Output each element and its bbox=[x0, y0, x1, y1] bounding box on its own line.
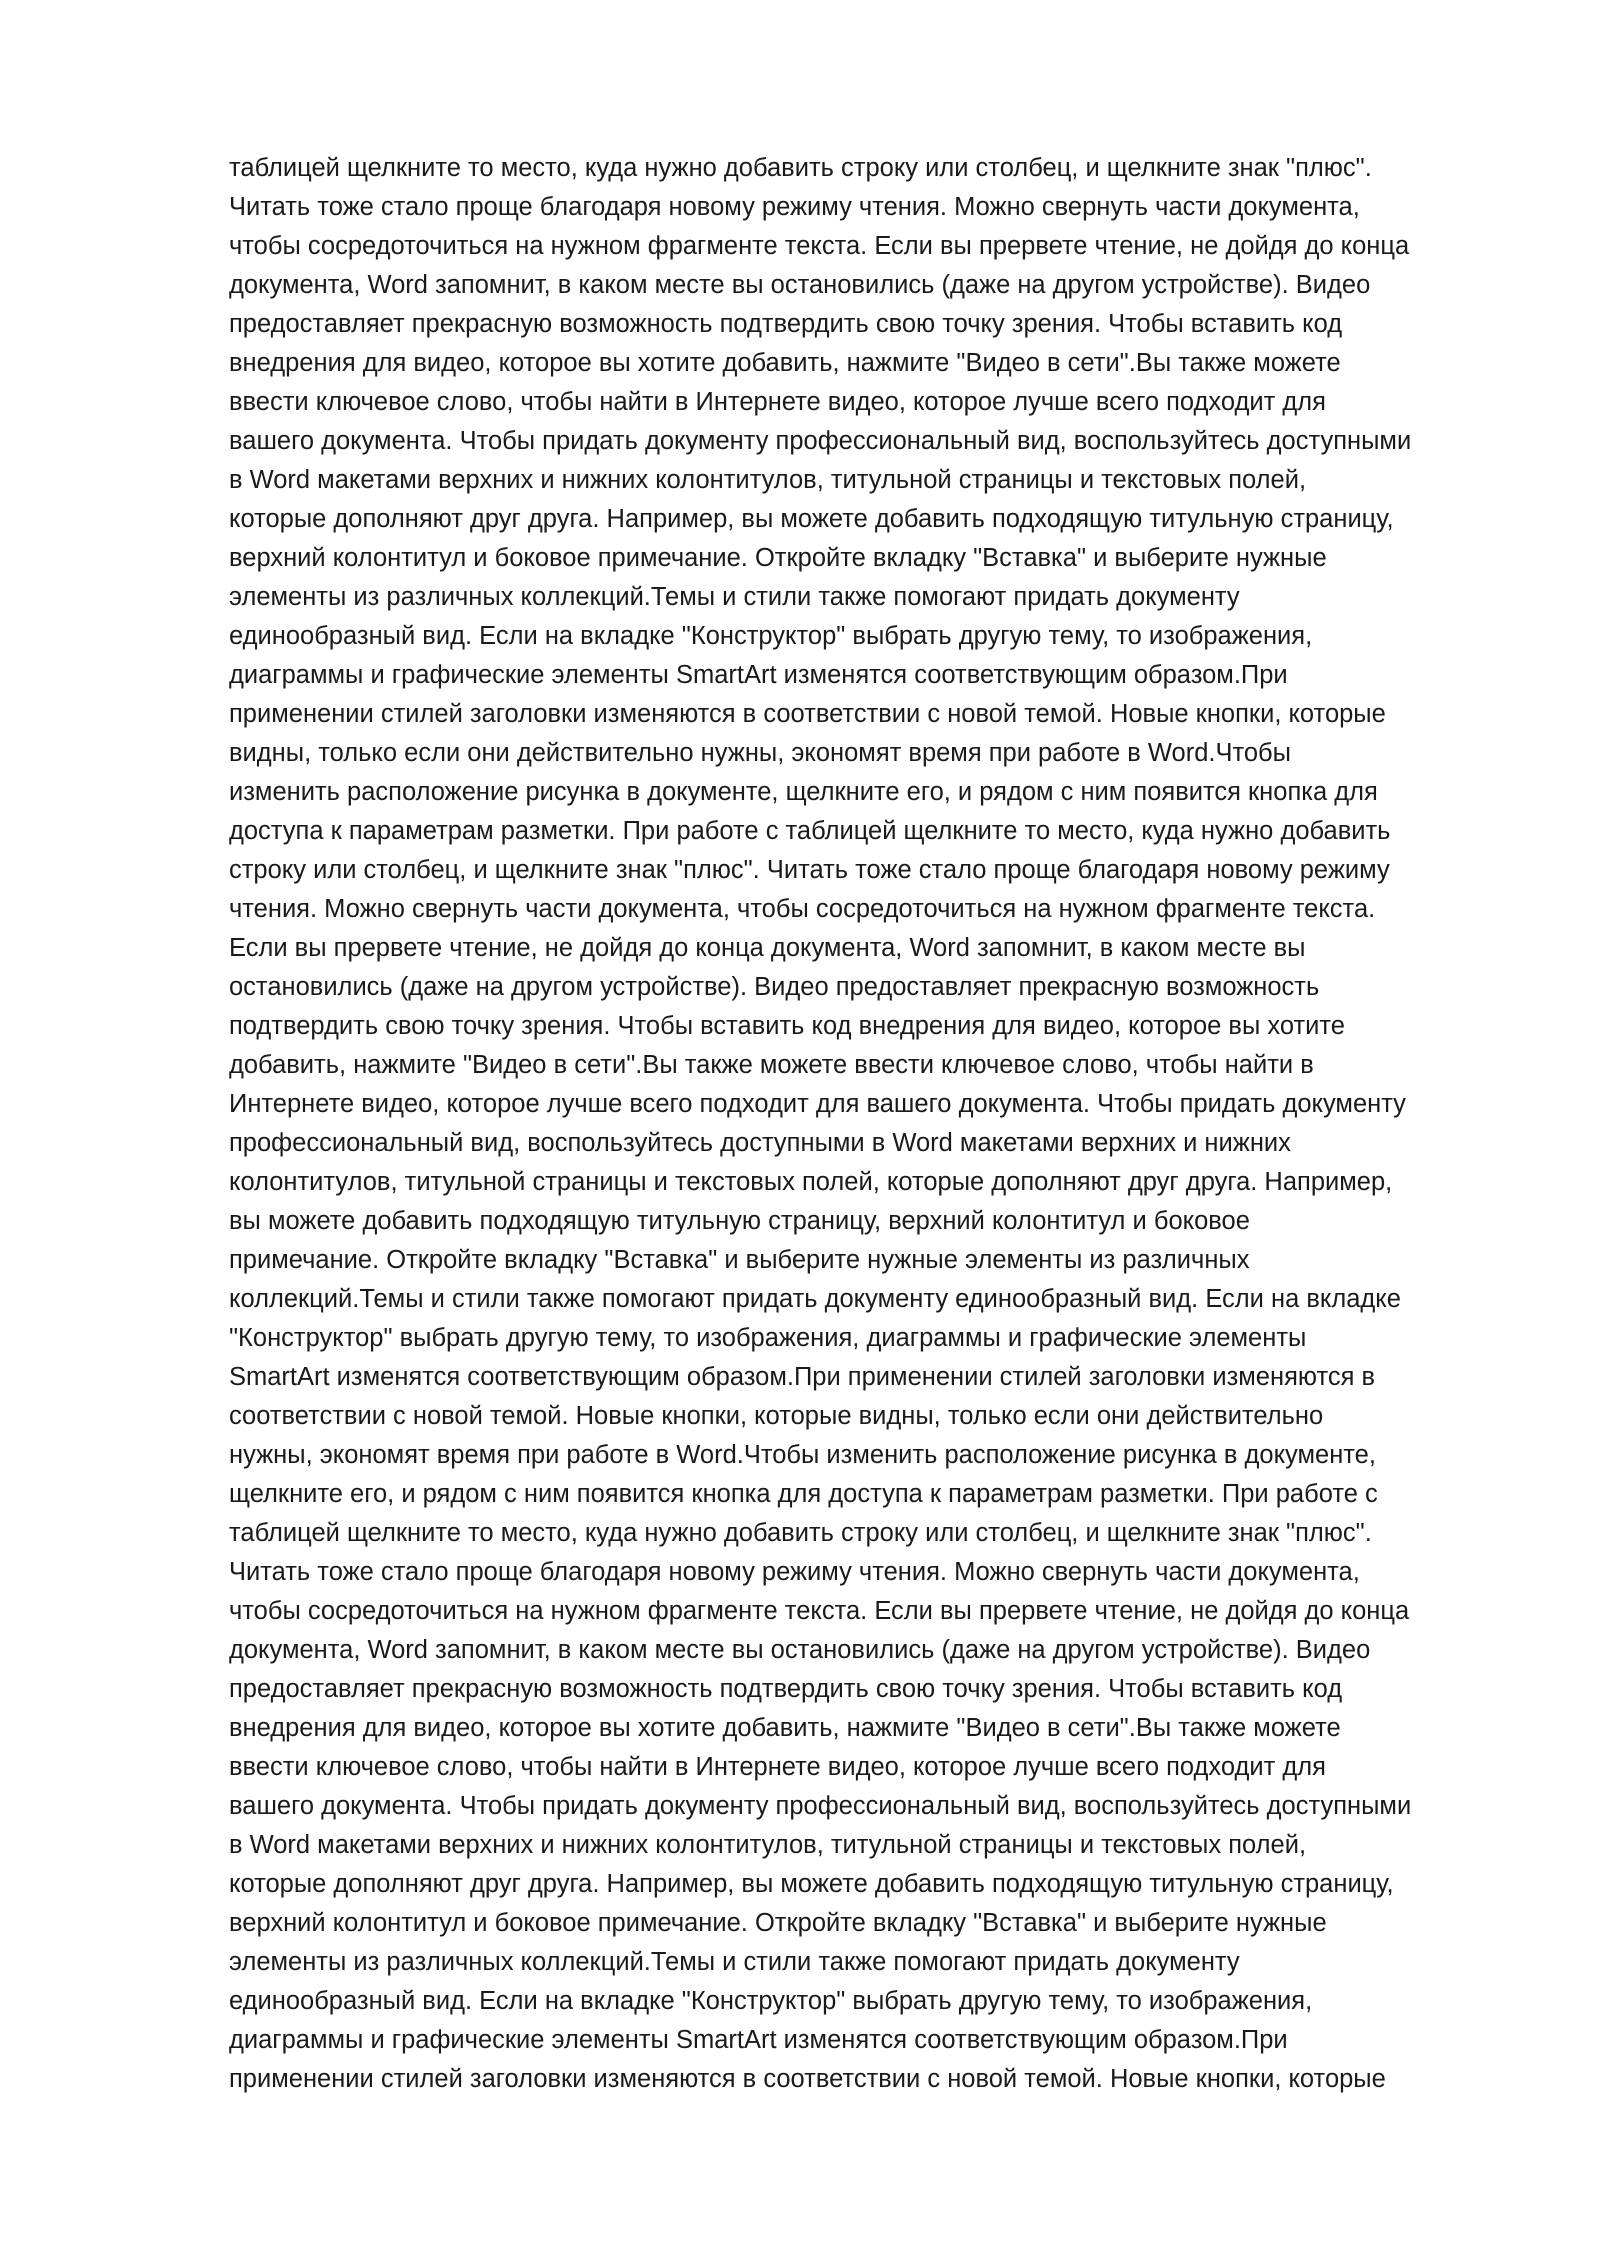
text-line: соответствии с новой темой. Новые кнопки, которые видны, только если они действительно bbox=[229, 1402, 1324, 1430]
text-line: документа, Word запомнит, в каком месте вы остановились (даже на другом устройстве). Видео bbox=[229, 271, 1371, 299]
text-line: строку или столбец, и щелкните знак "плюс". Читать тоже стало проще благодаря новому режиму bbox=[229, 856, 1390, 884]
text-line: верхний колонтитул и боковое примечание. Откройте вкладку "Вставка" и выберите нужные bbox=[229, 544, 1327, 572]
text-line: документа, Word запомнит, в каком месте вы остановились (даже на другом устройстве). Видео bbox=[229, 1636, 1371, 1664]
text-line: доступа к параметрам разметки. При работе с таблицей щелкните то место, куда нужно добавить bbox=[229, 817, 1391, 845]
text-line: элементы из различных коллекций.Темы и стили также помогают придать документу bbox=[229, 583, 1240, 611]
text-line: которые дополняют друг друга. Например, вы можете добавить подходящую титульную страницу, bbox=[229, 1870, 1394, 1898]
text-line: щелкните его, и рядом с ним появится кнопка для доступа к параметрам разметки. При работе с bbox=[229, 1480, 1378, 1508]
text-line: подтвердить свою точку зрения. Чтобы вставить код внедрения для видео, которое вы хотите bbox=[229, 1012, 1345, 1040]
text-line: остановились (даже на другом устройстве). Видео предоставляет прекрасную возможность bbox=[229, 973, 1320, 1001]
text-line: чтобы сосредоточиться на нужном фрагменте текста. Если вы прервете чтение, не дойдя до конца bbox=[229, 232, 1410, 260]
text-line: применении стилей заголовки изменяются в соответствии с новой темой. Новые кнопки, которые bbox=[229, 2065, 1386, 2093]
text-line: ввести ключевое слово, чтобы найти в Интернете видео, которое лучше всего подходит для bbox=[229, 388, 1326, 416]
text-line: вашего документа. Чтобы придать документу профессиональный вид, воспользуйтесь доступными bbox=[229, 427, 1412, 455]
text-line: видны, только если они действительно нужны, экономят время при работе в Word.Чтобы bbox=[229, 739, 1291, 767]
text-line: диаграммы и графические элементы SmartArt изменятся соответствующим образом.При bbox=[229, 661, 1288, 689]
text-line: таблицей щелкните то место, куда нужно добавить строку или столбец, и щелкните знак "плюс". bbox=[229, 154, 1372, 182]
text-line: внедрения для видео, которое вы хотите добавить, нажмите "Видео в сети".Вы также можете bbox=[229, 1714, 1341, 1742]
text-line: предоставляет прекрасную возможность подтвердить свою точку зрения. Чтобы вставить код bbox=[229, 1675, 1343, 1703]
text-line: изменить расположение рисунка в документе, щелкните его, и рядом с ним появится кнопка для bbox=[229, 778, 1378, 806]
text-line: вы можете добавить подходящую титульную страницу, верхний колонтитул и боковое bbox=[229, 1207, 1250, 1235]
text-line: "Конструктор" выбрать другую тему, то изображения, диаграммы и графические элементы bbox=[229, 1324, 1307, 1352]
document-body-text bbox=[229, 149, 1529, 2099]
text-line: таблицей щелкните то место, куда нужно добавить строку или столбец, и щелкните знак "плюс". bbox=[229, 1519, 1372, 1547]
text-line: ввести ключевое слово, чтобы найти в Интернете видео, которое лучше всего подходит для bbox=[229, 1753, 1326, 1781]
text-line: SmartArt изменятся соответствующим образом.При применении стилей заголовки изменяются в bbox=[229, 1363, 1376, 1391]
text-line: единообразный вид. Если на вкладке "Конструктор" выбрать другую тему, то изображения, bbox=[229, 622, 1313, 650]
text-line: внедрения для видео, которое вы хотите добавить, нажмите "Видео в сети".Вы также можете bbox=[229, 349, 1341, 377]
text-line: Читать тоже стало проще благодаря новому режиму чтения. Можно свернуть части документа, bbox=[229, 193, 1360, 221]
text-line: Читать тоже стало проще благодаря новому режиму чтения. Можно свернуть части документа, bbox=[229, 1558, 1360, 1586]
text-line: примечание. Откройте вкладку "Вставка" и выберите нужные элементы из различных bbox=[229, 1246, 1250, 1274]
text-line: Интернете видео, которое лучше всего подходит для вашего документа. Чтобы придать документу bbox=[229, 1090, 1406, 1118]
text-line: которые дополняют друг друга. Например, вы можете добавить подходящую титульную страницу, bbox=[229, 505, 1394, 533]
text-line: предоставляет прекрасную возможность подтвердить свою точку зрения. Чтобы вставить код bbox=[229, 310, 1343, 338]
text-line: в Word макетами верхних и нижних колонтитулов, титульной страницы и текстовых полей, bbox=[229, 466, 1307, 494]
text-line: в Word макетами верхних и нижних колонтитулов, титульной страницы и текстовых полей, bbox=[229, 1831, 1307, 1859]
text-line: чтобы сосредоточиться на нужном фрагменте текста. Если вы прервете чтение, не дойдя до конца bbox=[229, 1597, 1410, 1625]
text-line: применении стилей заголовки изменяются в соответствии с новой темой. Новые кнопки, которые bbox=[229, 700, 1386, 728]
text-line: Если вы прервете чтение, не дойдя до конца документа, Word запомнит, в каком месте вы bbox=[229, 934, 1306, 962]
text-line: вашего документа. Чтобы придать документу профессиональный вид, воспользуйтесь доступными bbox=[229, 1792, 1412, 1820]
text-line: элементы из различных коллекций.Темы и стили также помогают придать документу bbox=[229, 1948, 1240, 1976]
text-line: добавить, нажмите "Видео в сети".Вы также можете ввести ключевое слово, чтобы найти в bbox=[229, 1051, 1314, 1079]
text-line: коллекций.Темы и стили также помогают придать документу единообразный вид. Если на вкладке bbox=[229, 1285, 1401, 1313]
text-line: колонтитулов, титульной страницы и текстовых полей, которые дополняют друг друга. Например, bbox=[229, 1168, 1393, 1196]
text-line: профессиональный вид, воспользуйтесь доступными в Word макетами верхних и нижних bbox=[229, 1129, 1291, 1157]
text-line: верхний колонтитул и боковое примечание. Откройте вкладку "Вставка" и выберите нужные bbox=[229, 1909, 1327, 1937]
text-line: единообразный вид. Если на вкладке "Конструктор" выбрать другую тему, то изображения, bbox=[229, 1987, 1313, 2015]
text-line: диаграммы и графические элементы SmartArt изменятся соответствующим образом.При bbox=[229, 2026, 1288, 2054]
text-line: нужны, экономят время при работе в Word.Чтобы изменить расположение рисунка в документе, bbox=[229, 1441, 1376, 1469]
text-line: чтения. Можно свернуть части документа, чтобы сосредоточиться на нужном фрагменте текста. bbox=[229, 895, 1376, 923]
